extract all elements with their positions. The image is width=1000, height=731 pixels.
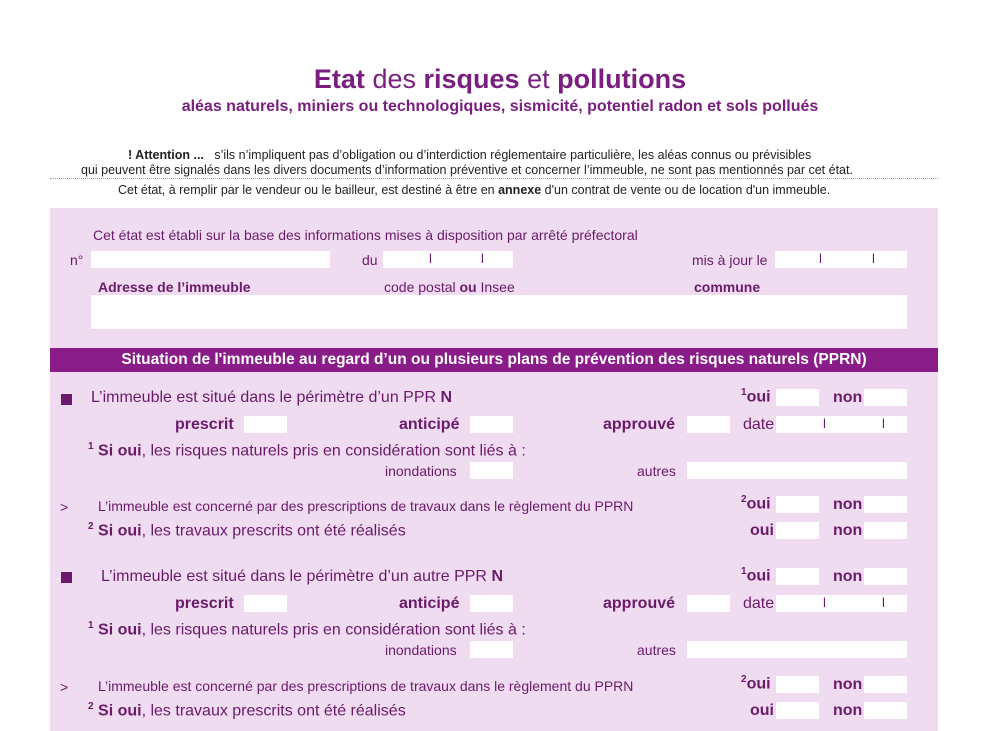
ppr1-prescriptions-oui-checkbox[interactable]	[776, 496, 819, 513]
update-date-field[interactable]: l l	[775, 251, 907, 268]
ppr2-inondations-label: inondations	[385, 642, 457, 658]
ppr1-approuve-checkbox[interactable]	[687, 416, 730, 433]
notice-line-1: ! Attention ... s’ils n’impliquent pas d’obligation ou d’interdiction réglementaire particulière, les aléas connus ou prévisibles	[128, 148, 812, 162]
arrete-number-field[interactable]	[91, 251, 330, 268]
arrete-date-field[interactable]: l l	[383, 251, 513, 268]
bullet-square-icon	[61, 394, 72, 405]
arrete-date-label: du	[362, 252, 378, 268]
commune-label: commune	[694, 279, 761, 295]
divider	[50, 178, 938, 179]
ppr2-inondations-checkbox[interactable]	[470, 641, 513, 658]
ppr1-inondations-label: inondations	[385, 463, 457, 479]
ppr2-prescriptions-oui-label: $^2$oui	[741, 674, 771, 693]
ppr1-date-field[interactable]: l l	[776, 416, 907, 433]
ppr2-prescriptions-text: L’immeuble est concerné par des prescriptions de travaux dans le règlement du PPRN	[98, 678, 634, 694]
ppr2-travaux-line: $^2$ Si oui, les travaux prescrits ont été réalisés	[88, 701, 406, 720]
ppr1-prescriptions-oui-label: $^2$oui	[741, 494, 771, 513]
ppr2-autres-field[interactable]	[687, 641, 907, 658]
ppr2-non-label: non	[833, 568, 863, 585]
update-date-label: mis à jour le	[692, 252, 768, 268]
ppr2-non-checkbox[interactable]	[864, 568, 907, 585]
ppr1-prescriptions-text: L’immeuble est concerné par des prescriptions de travaux dans le règlement du PPRN	[98, 498, 634, 514]
section-header: Situation de l'immeuble au regard d’un ou plusieurs plans de prévention des risques naturels (PPRN)	[50, 348, 938, 372]
notice-line-2: qui peuvent être signalés dans les divers documents d’information préventive et concerner l’immeuble, ne sont pas mentionnés par cet état.	[81, 163, 853, 177]
arrow-icon: >	[60, 499, 69, 515]
ppr2-prescriptions-non-label: non	[833, 676, 863, 693]
ppr1-oui-label: $^1$oui	[741, 387, 771, 406]
ppr1-travaux-non-checkbox[interactable]	[864, 522, 907, 539]
ppr2-statement: L’immeuble est situé dans le périmètre d’un autre PPR N	[101, 568, 503, 585]
ppr2-travaux-oui-label: oui	[750, 702, 774, 719]
address-label: Adresse de l’immeuble	[98, 279, 251, 295]
notice-line-3: Cet état, à remplir par le vendeur ou le bailleur, est destiné à être en annexe d'un contrat de vente ou de location d'un immeuble.	[118, 183, 831, 197]
ppr1-risques-line: $^1$ Si oui, les risques naturels pris en considération sont liés à :	[88, 441, 526, 460]
ppr2-autres-label: autres	[637, 642, 676, 658]
ppr2-date-field[interactable]: l l	[776, 595, 907, 612]
ppr1-anticipe-label: anticipé	[399, 416, 460, 433]
page-subtitle: aléas naturels, miniers ou technologiques, sismicité, potentiel radon et sols pollués	[181, 98, 819, 115]
address-field[interactable]	[91, 295, 907, 329]
ppr1-prescriptions-non-checkbox[interactable]	[864, 496, 907, 513]
arrete-number-label: n°	[70, 252, 84, 268]
ppr2-travaux-non-label: non	[833, 702, 863, 719]
ppr2-approuve-checkbox[interactable]	[687, 595, 730, 612]
postal-label: code postal ou Insee	[384, 279, 515, 295]
ppr2-prescriptions-oui-checkbox[interactable]	[776, 676, 819, 693]
ppr1-prescrit-label: prescrit	[175, 416, 234, 433]
ppr1-travaux-non-label: non	[833, 522, 863, 539]
ppr1-travaux-line: $^2$ Si oui, les travaux prescrits ont été réalisés	[88, 521, 406, 540]
ppr2-prescrit-checkbox[interactable]	[244, 595, 287, 612]
ppr1-travaux-oui-checkbox[interactable]	[776, 522, 819, 539]
ppr2-travaux-oui-checkbox[interactable]	[776, 702, 819, 719]
ppr2-oui-label: $^1$oui	[741, 566, 771, 585]
arrow-icon: >	[60, 679, 69, 695]
ppr1-travaux-oui-label: oui	[750, 522, 774, 539]
ppr1-prescriptions-non-label: non	[833, 496, 863, 513]
ppr1-autres-label: autres	[637, 463, 676, 479]
ppr1-oui-checkbox[interactable]	[776, 389, 819, 406]
ppr2-anticipe-checkbox[interactable]	[470, 595, 513, 612]
ppr2-prescrit-label: prescrit	[175, 595, 234, 612]
page-title: Etat des risques et pollutions	[313, 64, 687, 94]
ppr1-autres-field[interactable]	[687, 462, 907, 479]
ppr1-statement: L’immeuble est situé dans le périmètre d’un PPR N	[91, 389, 453, 406]
intro-text: Cet état est établi sur la base des informations mises à disposition par arrêté préfectoral	[93, 227, 638, 243]
ppr1-anticipe-checkbox[interactable]	[470, 416, 513, 433]
ppr2-travaux-non-checkbox[interactable]	[864, 702, 907, 719]
ppr1-non-checkbox[interactable]	[864, 389, 907, 406]
ppr2-date-label: date	[743, 595, 775, 612]
ppr2-risques-line: $^1$ Si oui, les risques naturels pris en considération sont liés à :	[88, 620, 526, 639]
bullet-square-icon	[61, 572, 72, 583]
ppr2-approuve-label: approuvé	[603, 595, 676, 612]
ppr2-anticipe-label: anticipé	[399, 595, 460, 612]
ppr1-inondations-checkbox[interactable]	[470, 462, 513, 479]
ppr1-prescrit-checkbox[interactable]	[244, 416, 287, 433]
ppr1-date-label: date	[743, 416, 775, 433]
ppr1-approuve-label: approuvé	[603, 416, 676, 433]
ppr2-prescriptions-non-checkbox[interactable]	[864, 676, 907, 693]
ppr1-non-label: non	[833, 389, 863, 406]
ppr2-oui-checkbox[interactable]	[776, 568, 819, 585]
